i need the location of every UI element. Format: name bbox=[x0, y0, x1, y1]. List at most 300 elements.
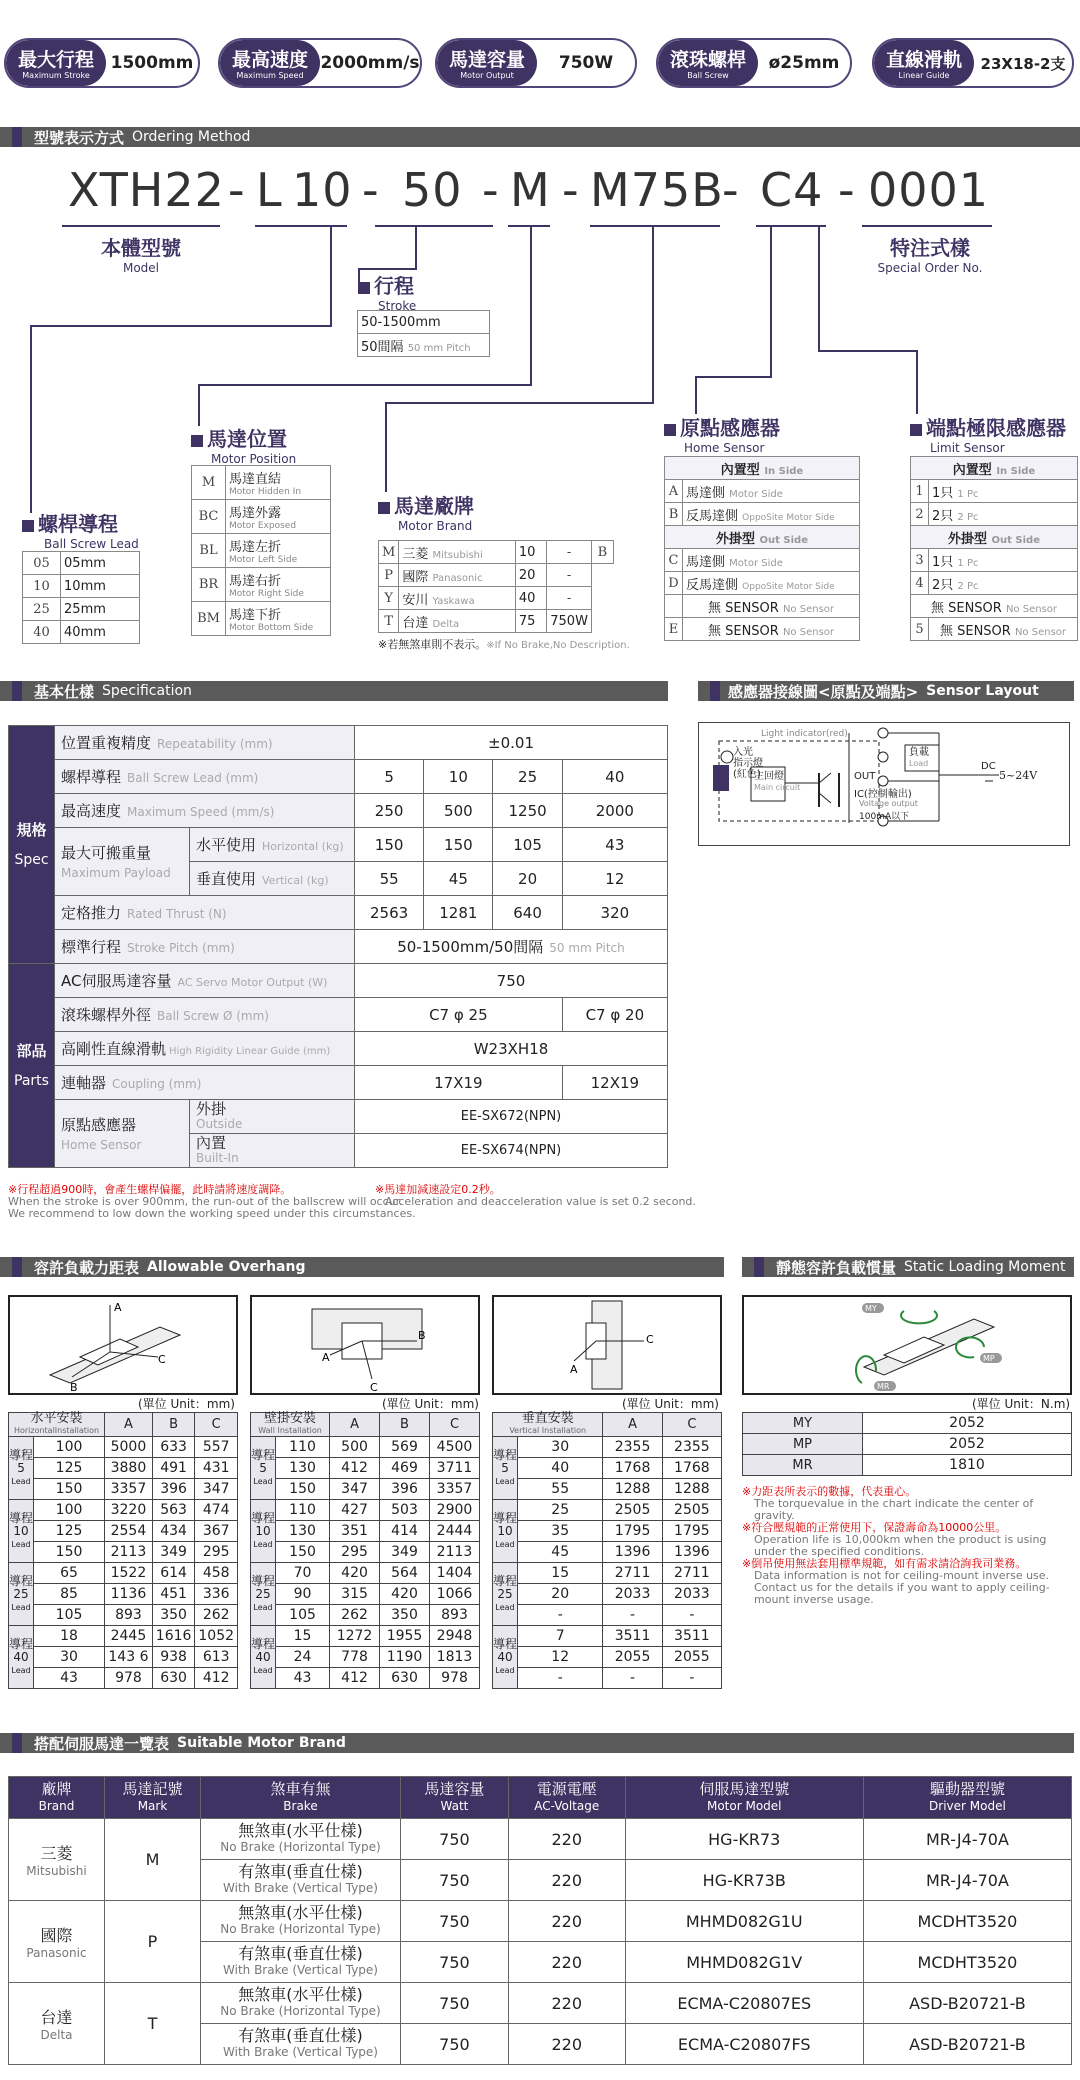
home-sensor-table: 內置型 In Side A 馬達側 Motor Side B 反馬達側 OppoSite Motor Side 外掛型 Out Side C 馬達側 Motor Side D 反馬達側 OppoSite Motor Side 無 SENSOR No Sensor E 無 SENSOR No Sensor bbox=[664, 456, 860, 641]
table-cell: 1795 bbox=[603, 1521, 662, 1542]
table-cell: 5000 bbox=[105, 1437, 153, 1458]
table-cell: 220 bbox=[508, 1901, 625, 1942]
table-row bbox=[251, 1500, 480, 1521]
code-special: 0001 bbox=[868, 163, 990, 217]
table-cell: 2444 bbox=[430, 1521, 480, 1542]
table-row bbox=[493, 1584, 722, 1605]
table-cell: - bbox=[662, 1668, 721, 1689]
table-cell: 1795 bbox=[662, 1521, 721, 1542]
table-cell: 1813 bbox=[430, 1647, 480, 1668]
table-row bbox=[493, 1437, 722, 1458]
table-cell: 143 6 bbox=[105, 1647, 153, 1668]
lead-cell: 導程 5 Lead bbox=[251, 1437, 276, 1500]
ic-label: IC(控制輸出) bbox=[854, 789, 912, 800]
table-cell: 613 bbox=[195, 1647, 238, 1668]
table-row bbox=[251, 1605, 480, 1626]
table-cell: 20 bbox=[518, 1584, 603, 1605]
table-cell: 2711 bbox=[662, 1563, 721, 1584]
table-cell: 90 bbox=[276, 1584, 330, 1605]
table-cell: MR-J4-70A bbox=[863, 1860, 1071, 1901]
brand-cell: 三菱 Mitsubishi bbox=[9, 1819, 105, 1901]
table-cell: 2055 bbox=[662, 1647, 721, 1668]
horizontal-install-diagram bbox=[8, 1295, 238, 1395]
table-cell: 367 bbox=[195, 1521, 238, 1542]
moment-table: MY 2052 MP 2052 MR 1810 bbox=[742, 1412, 1072, 1476]
position-title: 馬達位置 Motor Position bbox=[191, 423, 296, 466]
ordering-method-header: 型號表示方式 Ordering Method bbox=[0, 127, 1080, 147]
voltage-output-label: Voltage output bbox=[859, 799, 918, 808]
table-cell: 2445 bbox=[105, 1626, 153, 1647]
table-cell: 220 bbox=[508, 1819, 625, 1860]
table-cell: 1190 bbox=[380, 1647, 430, 1668]
vertical-install-diagram bbox=[492, 1295, 722, 1395]
light-indicator-label: Light indicator(red) bbox=[761, 729, 848, 739]
brand-title: 馬達廠牌 Motor Brand bbox=[378, 490, 474, 533]
table-cell: 12 bbox=[518, 1647, 603, 1668]
moment-notes: ※力距表所表示的數據，代表重心。 The torquevalue in the chart indicate the center of gravity. ※符合壓規範的正常使用下，保證壽命為10000公里。 Operation life is 10,000km when the product is using under the specified conditions. ※倒吊使用無法套用標準規範，如有需求請洽詢我司業務。 Data information is not for ceiling-mount inverse use. Contact us for the details if you want to apply ceiling-mount inverse usage. bbox=[742, 1485, 1050, 1606]
vertical-overhang-table bbox=[492, 1412, 722, 1689]
table-cell: 420 bbox=[330, 1563, 380, 1584]
table-cell: 412 bbox=[330, 1458, 380, 1479]
table-cell: 1288 bbox=[662, 1479, 721, 1500]
table-row bbox=[9, 1563, 238, 1584]
svg-text:MP: MP bbox=[983, 1354, 995, 1363]
sensor-layout-header: 感應器接線圖<原點及端點> Sensor Layout bbox=[698, 681, 1074, 701]
table-cell: 110 bbox=[276, 1500, 330, 1521]
table-cell: 105 bbox=[276, 1605, 330, 1626]
main-circuit-label: 主回燈 Main circuit bbox=[754, 771, 801, 792]
table-cell: 130 bbox=[276, 1521, 330, 1542]
horizontal-overhang-table bbox=[8, 1412, 238, 1689]
table-cell: 1288 bbox=[603, 1479, 662, 1500]
code-dash: - bbox=[482, 163, 500, 217]
lead-cell: 導程 10 Lead bbox=[251, 1500, 276, 1563]
table-cell: 150 bbox=[34, 1479, 105, 1500]
badge-ball-screw: 滾珠螺桿 Ball Screw ø25mm bbox=[656, 38, 852, 88]
table-row bbox=[251, 1521, 480, 1542]
svg-text:C: C bbox=[646, 1333, 654, 1346]
table-cell: 893 bbox=[105, 1605, 153, 1626]
dc-label: DC bbox=[981, 761, 996, 772]
table-cell: 220 bbox=[508, 1860, 625, 1901]
table-cell: 347 bbox=[330, 1479, 380, 1500]
table-cell: MR-J4-70A bbox=[863, 1819, 1071, 1860]
table-row bbox=[9, 1626, 238, 1647]
table-cell: - bbox=[603, 1668, 662, 1689]
table-cell: 350 bbox=[380, 1605, 430, 1626]
spec-table: 規格 Spec 位置重複精度 Repeatability (mm) ±0.01 螺桿導程 Ball Screw Lead (mm) 5 10 25 40 最高速度 Maximum Speed (mm/s) 250 500 1250 2000 最大可搬重量 Maximum Payload 水平使用 Horizontal (kg) 150 150 105 43 垂直使用 Vertical (kg) 55 45 20 12 定格推力 Rated Thrust (N) 2563 1281 640 320 標準行程 Stroke Pitch (mm) 50-1500mm/50間隔 50 mm Pitch 部品 Parts AC伺服馬達容量 AC Servo Motor Output (W) 750 滾珠螺桿外徑 Ball Screw Ø (mm) C7 φ 25 C7 φ 20 高剛性直線滑軌 High Rigidity Linear Guide (mm) W23XH18 連軸器 Coupling (mm) 17X19 12X19 原點感應器 Home Sensor 外掛 Outside EE-SX672(NPN) 內置 Built-In EE-SX674(NPN) bbox=[8, 725, 668, 1168]
badge-motor-output: 馬達容量 Motor Output 750W bbox=[435, 38, 637, 88]
lead-cell: 導程 40 Lead bbox=[251, 1626, 276, 1689]
table-cell: 451 bbox=[152, 1584, 195, 1605]
table-cell: 563 bbox=[152, 1500, 195, 1521]
table-cell: 3511 bbox=[662, 1626, 721, 1647]
install-type-header: 垂直安裝 Vertical Installation bbox=[493, 1413, 603, 1437]
table-row bbox=[493, 1626, 722, 1647]
table-cell: 15 bbox=[276, 1626, 330, 1647]
table-cell: 938 bbox=[152, 1647, 195, 1668]
table-row bbox=[9, 1647, 238, 1668]
table-cell: 125 bbox=[34, 1458, 105, 1479]
table-cell: 778 bbox=[330, 1647, 380, 1668]
column-header: A bbox=[105, 1413, 153, 1437]
table-cell: 30 bbox=[518, 1437, 603, 1458]
code-dash: - bbox=[362, 163, 380, 217]
column-header: A bbox=[603, 1413, 662, 1437]
svg-text:A: A bbox=[570, 1363, 578, 1376]
table-cell: 43 bbox=[276, 1668, 330, 1689]
column-header: 廠牌 Brand bbox=[9, 1777, 105, 1819]
table-cell: 412 bbox=[330, 1668, 380, 1689]
table-cell: 85 bbox=[34, 1584, 105, 1605]
table-cell: 503 bbox=[380, 1500, 430, 1521]
table-cell: 295 bbox=[330, 1542, 380, 1563]
table-cell: 2033 bbox=[662, 1584, 721, 1605]
table-cell: 349 bbox=[380, 1542, 430, 1563]
current-label: 100mA以下 bbox=[859, 812, 910, 822]
table-cell: 7 bbox=[518, 1626, 603, 1647]
table-cell: 35 bbox=[518, 1521, 603, 1542]
moment-unit: (單位 Unit：N.m) bbox=[972, 1397, 1071, 1411]
table-row bbox=[251, 1479, 480, 1500]
table-cell: 427 bbox=[330, 1500, 380, 1521]
svg-text:C: C bbox=[158, 1353, 166, 1366]
table-cell: MHMD082G1V bbox=[625, 1942, 863, 1983]
table-cell: 4500 bbox=[430, 1437, 480, 1458]
table-cell: 2505 bbox=[603, 1500, 662, 1521]
position-table: M 馬達直結 Motor Hidden In BC 馬達外露 Motor Exposed BL 馬達左折 Motor Left Side BR 馬達右折 Motor Right Side BM 馬達下折 Motor Bottom Side bbox=[191, 465, 331, 636]
table-cell: ASD-B20721-B bbox=[863, 1983, 1071, 2024]
overhang-header: 容許負載力距表 Allowable Overhang bbox=[0, 1257, 724, 1277]
moment-diagram bbox=[742, 1295, 1072, 1395]
table-cell: 500 bbox=[330, 1437, 380, 1458]
table-row bbox=[251, 1458, 480, 1479]
table-cell: 40 bbox=[518, 1458, 603, 1479]
column-header: 馬達容量 Watt bbox=[401, 1777, 509, 1819]
table-cell: 469 bbox=[380, 1458, 430, 1479]
table-cell: 150 bbox=[276, 1479, 330, 1500]
table-cell: 18 bbox=[34, 1626, 105, 1647]
table-cell: 1136 bbox=[105, 1584, 153, 1605]
table-row bbox=[9, 1458, 238, 1479]
table-cell: ECMA-C20807FS bbox=[625, 2024, 863, 2065]
table-cell: 3880 bbox=[105, 1458, 153, 1479]
brake-cell: 無煞車(水平仕樣) No Brake (Horizontal Type) bbox=[201, 1901, 401, 1942]
table-row bbox=[9, 1437, 238, 1458]
brand-note: ※若無煞車則不表示。※If No Brake,No Description. bbox=[378, 638, 630, 651]
column-header: A bbox=[330, 1413, 380, 1437]
table-cell: 3357 bbox=[430, 1479, 480, 1500]
lead-cell: 導程 25 Lead bbox=[493, 1563, 518, 1626]
table-cell: 150 bbox=[276, 1542, 330, 1563]
svg-text:MY: MY bbox=[865, 1304, 877, 1313]
lead-cell: 導程 5 Lead bbox=[493, 1437, 518, 1500]
svg-text:A: A bbox=[322, 1351, 330, 1364]
table-row bbox=[493, 1458, 722, 1479]
table-cell: 262 bbox=[330, 1605, 380, 1626]
model-label: 本體型號 Model bbox=[101, 236, 181, 275]
table-cell: 412 bbox=[195, 1668, 238, 1689]
code-dash: - bbox=[722, 163, 740, 217]
table-cell: 434 bbox=[152, 1521, 195, 1542]
table-cell: 396 bbox=[152, 1479, 195, 1500]
table-cell: 349 bbox=[152, 1542, 195, 1563]
column-header: C bbox=[430, 1413, 480, 1437]
table-cell: MHMD082G1U bbox=[625, 1901, 863, 1942]
table-cell: 614 bbox=[152, 1563, 195, 1584]
spec-side-label: 規格 Spec bbox=[9, 726, 55, 964]
table-cell: 2055 bbox=[603, 1647, 662, 1668]
table-cell: 1396 bbox=[662, 1542, 721, 1563]
table-cell: 25 bbox=[518, 1500, 603, 1521]
column-header: C bbox=[662, 1413, 721, 1437]
table-row bbox=[9, 1584, 238, 1605]
special-label: 特注式樣 Special Order No. bbox=[877, 236, 983, 275]
moment-header: 靜態容許負載慣量 Static Loading Moment bbox=[742, 1257, 1074, 1277]
code-dash: - bbox=[838, 163, 856, 217]
spec-note-1: ※行程超過900時，會產生螺桿偏擺，此時請將速度調降。 When the stroke is over 900mm, the run-out of the ballscrew will occur. We recommend to low down the working speed under this circumstances. bbox=[8, 1183, 416, 1220]
table-cell: HG-KR73B bbox=[625, 1860, 863, 1901]
table-cell: - bbox=[603, 1605, 662, 1626]
brake-cell: 有煞車(垂直仕樣) With Brake (Vertical Type) bbox=[201, 2024, 401, 2065]
install-type-header: 水平安裝 HorizontalInstallation bbox=[9, 1413, 105, 1437]
column-header: C bbox=[195, 1413, 238, 1437]
table-cell: 45 bbox=[518, 1542, 603, 1563]
code-position: M bbox=[510, 163, 551, 217]
table-cell: 1396 bbox=[603, 1542, 662, 1563]
table-cell: 978 bbox=[105, 1668, 153, 1689]
code-dash: - bbox=[562, 163, 580, 217]
table-cell: 110 bbox=[276, 1437, 330, 1458]
table-cell: 2711 bbox=[603, 1563, 662, 1584]
table-cell: 15 bbox=[518, 1563, 603, 1584]
table-cell: MCDHT3520 bbox=[863, 1942, 1071, 1983]
column-header: B bbox=[152, 1413, 195, 1437]
badge-max-stroke: 最大行程 Maximum Stroke 1500mm bbox=[4, 38, 200, 88]
table-row bbox=[251, 1584, 480, 1605]
table-cell: 633 bbox=[152, 1437, 195, 1458]
table-cell: 43 bbox=[34, 1668, 105, 1689]
table-cell: 1272 bbox=[330, 1626, 380, 1647]
table-row bbox=[493, 1563, 722, 1584]
table-row bbox=[251, 1437, 480, 1458]
table-cell: 1955 bbox=[380, 1626, 430, 1647]
table-cell: 2554 bbox=[105, 1521, 153, 1542]
table-cell: 2113 bbox=[430, 1542, 480, 1563]
table-cell: MCDHT3520 bbox=[863, 1901, 1071, 1942]
lead-cell: 導程 10 Lead bbox=[493, 1500, 518, 1563]
table-cell: 569 bbox=[380, 1437, 430, 1458]
table-row bbox=[493, 1647, 722, 1668]
table-cell: 295 bbox=[195, 1542, 238, 1563]
table-row bbox=[9, 1500, 238, 1521]
install-type-header: 壁掛安裝 Wall Installation bbox=[251, 1413, 330, 1437]
table-cell: 105 bbox=[34, 1605, 105, 1626]
table-cell: 750 bbox=[401, 1860, 509, 1901]
table-cell: 396 bbox=[380, 1479, 430, 1500]
table-cell: 474 bbox=[195, 1500, 238, 1521]
table-cell: 2948 bbox=[430, 1626, 480, 1647]
table-cell: 150 bbox=[34, 1542, 105, 1563]
badge-max-speed: 最高速度 Maximum Speed 2000mm/s bbox=[218, 38, 422, 88]
table-cell: 351 bbox=[330, 1521, 380, 1542]
overhang-unit-2: (單位 Unit：mm) bbox=[382, 1397, 479, 1411]
table-cell: 1404 bbox=[430, 1563, 480, 1584]
svg-text:MR: MR bbox=[877, 1382, 890, 1391]
code-lead: 10 bbox=[292, 163, 353, 217]
table-cell: 350 bbox=[152, 1605, 195, 1626]
code-stroke: 50 bbox=[402, 163, 463, 217]
table-cell: 125 bbox=[34, 1521, 105, 1542]
table-row bbox=[493, 1542, 722, 1563]
table-cell: 315 bbox=[330, 1584, 380, 1605]
table-row bbox=[9, 1983, 1072, 2024]
brake-cell: 有煞車(垂直仕樣) With Brake (Vertical Type) bbox=[201, 1860, 401, 1901]
wall-overhang-table bbox=[250, 1412, 480, 1689]
lead-cell: 導程 5 Lead bbox=[9, 1437, 34, 1500]
table-cell: 1768 bbox=[603, 1458, 662, 1479]
table-cell: 431 bbox=[195, 1458, 238, 1479]
badge-linear-guide: 直線滑軌 Linear Guide 23X18-2支 bbox=[872, 38, 1074, 88]
table-row bbox=[493, 1605, 722, 1626]
column-header: 伺服馬達型號 Motor Model bbox=[625, 1777, 863, 1819]
stroke-title: 行程 Stroke bbox=[358, 270, 416, 313]
column-header: 驅動器型號 Driver Model bbox=[863, 1777, 1071, 1819]
table-cell: 630 bbox=[380, 1668, 430, 1689]
lead-cell: 導程 40 Lead bbox=[9, 1626, 34, 1689]
table-cell: 2505 bbox=[662, 1500, 721, 1521]
brake-cell: 無煞車(水平仕樣) No Brake (Horizontal Type) bbox=[201, 1819, 401, 1860]
lead-cell: 導程 10 Lead bbox=[9, 1500, 34, 1563]
table-row bbox=[251, 1563, 480, 1584]
mark-cell: M bbox=[105, 1819, 201, 1901]
table-row bbox=[9, 1901, 1072, 1942]
parts-side-label: 部品 Parts bbox=[9, 964, 55, 1168]
table-cell: 3357 bbox=[105, 1479, 153, 1500]
table-cell: 2113 bbox=[105, 1542, 153, 1563]
code-brand: M75B bbox=[590, 163, 724, 217]
table-cell: 24 bbox=[276, 1647, 330, 1668]
code-sensor: C4 bbox=[760, 163, 824, 217]
limit-sensor-table: 內置型 In Side 1 1只 1 Pc 2 2只 2 Pc 外掛型 Out Side 3 1只 1 Pc 4 2只 2 Pc 無 SENSOR No Sensor 5 無 SENSOR No Sensor bbox=[910, 456, 1078, 641]
table-cell: 3711 bbox=[430, 1458, 480, 1479]
table-row bbox=[251, 1626, 480, 1647]
table-cell: 2355 bbox=[603, 1437, 662, 1458]
table-cell: ECMA-C20807ES bbox=[625, 1983, 863, 2024]
overhang-unit-1: (單位 Unit：mm) bbox=[138, 1397, 235, 1411]
table-cell: 130 bbox=[276, 1458, 330, 1479]
lead-cell: 導程 25 Lead bbox=[9, 1563, 34, 1626]
table-cell: 750 bbox=[401, 1942, 509, 1983]
brake-cell: 有煞車(垂直仕樣) With Brake (Vertical Type) bbox=[201, 1942, 401, 1983]
table-row bbox=[9, 1479, 238, 1500]
table-cell: 564 bbox=[380, 1563, 430, 1584]
table-cell: 3511 bbox=[603, 1626, 662, 1647]
table-cell: 220 bbox=[508, 2024, 625, 2065]
brand-cell: 台達 Delta bbox=[9, 1983, 105, 2065]
table-cell: 30 bbox=[34, 1647, 105, 1668]
table-cell: 3220 bbox=[105, 1500, 153, 1521]
lead-cell: 導程 25 Lead bbox=[251, 1563, 276, 1626]
table-cell: 750 bbox=[401, 1983, 509, 2024]
table-cell: 65 bbox=[34, 1563, 105, 1584]
table-row bbox=[9, 1668, 238, 1689]
table-cell: ASD-B20721-B bbox=[863, 2024, 1071, 2065]
table-row bbox=[251, 1668, 480, 1689]
table-cell: 2355 bbox=[662, 1437, 721, 1458]
table-cell: 750 bbox=[401, 2024, 509, 2065]
brake-cell: 無煞車(水平仕樣) No Brake (Horizontal Type) bbox=[201, 1983, 401, 2024]
table-row bbox=[493, 1521, 722, 1542]
table-cell: 347 bbox=[195, 1479, 238, 1500]
mark-cell: T bbox=[105, 1983, 201, 2065]
table-cell: 1768 bbox=[662, 1458, 721, 1479]
svg-text:B: B bbox=[418, 1329, 426, 1342]
table-cell: 414 bbox=[380, 1521, 430, 1542]
table-cell: 100 bbox=[34, 1500, 105, 1521]
table-cell: 893 bbox=[430, 1605, 480, 1626]
motor-table bbox=[8, 1776, 1072, 2065]
column-header: B bbox=[380, 1413, 430, 1437]
table-cell: 100 bbox=[34, 1437, 105, 1458]
table-cell: 1616 bbox=[152, 1626, 195, 1647]
table-cell: 70 bbox=[276, 1563, 330, 1584]
spec-header: 基本仕樣 Specification bbox=[0, 681, 668, 701]
table-cell: 262 bbox=[195, 1605, 238, 1626]
lead-cell: 導程 40 Lead bbox=[493, 1626, 518, 1689]
table-row bbox=[9, 1819, 1072, 1860]
table-row bbox=[9, 1521, 238, 1542]
table-cell: 750 bbox=[401, 1819, 509, 1860]
wall-install-diagram bbox=[250, 1295, 480, 1395]
table-cell: 1052 bbox=[195, 1626, 238, 1647]
load-label: 負載 Load bbox=[909, 747, 929, 768]
table-cell: HG-KR73 bbox=[625, 1819, 863, 1860]
lead-table: 05 05mm 10 10mm 25 25mm 40 40mm bbox=[22, 551, 140, 644]
column-header: 電源電壓 AC-Voltage bbox=[508, 1777, 625, 1819]
table-cell: 1522 bbox=[105, 1563, 153, 1584]
overhang-unit-3: (單位 Unit：mm) bbox=[622, 1397, 719, 1411]
table-cell: 55 bbox=[518, 1479, 603, 1500]
light-zh: 入光 指示燈 (紅色) bbox=[733, 747, 763, 780]
table-row bbox=[9, 1542, 238, 1563]
brand-table: M 三菱 Mitsubishi 10 - B P 國際 Panasonic 20 - Y 安川 Yaskawa 40 - T 台達 Delta 75 750W bbox=[378, 540, 614, 633]
voltage-label: 5~24V bbox=[999, 769, 1038, 782]
code-model: XTH22 bbox=[68, 163, 225, 217]
table-row bbox=[251, 1542, 480, 1563]
table-cell: 978 bbox=[430, 1668, 480, 1689]
table-cell: 220 bbox=[508, 1942, 625, 1983]
stroke-table: 50-1500mm 50間隔 50 mm Pitch bbox=[357, 310, 490, 357]
lead-title: 螺桿導程 Ball Screw Lead bbox=[22, 508, 139, 551]
table-row bbox=[251, 1647, 480, 1668]
table-cell: 1066 bbox=[430, 1584, 480, 1605]
table-row bbox=[9, 1605, 238, 1626]
svg-text:A: A bbox=[114, 1301, 122, 1314]
table-cell: 491 bbox=[152, 1458, 195, 1479]
column-header: 馬達記號 Mark bbox=[105, 1777, 201, 1819]
table-cell: 220 bbox=[508, 1983, 625, 2024]
table-cell: 2033 bbox=[603, 1584, 662, 1605]
motor-brand-header: 搭配伺服馬達一覽表 Suitable Motor Brand bbox=[0, 1733, 1074, 1753]
mark-cell: P bbox=[105, 1901, 201, 1983]
out-label: OUT bbox=[854, 771, 876, 782]
svg-text:B: B bbox=[70, 1381, 78, 1393]
table-cell: 458 bbox=[195, 1563, 238, 1584]
spec-note-2: ※馬達加減速設定0.2秒。 Acceleration and deacceleration value is set 0.2 second. bbox=[375, 1183, 696, 1208]
sensor-wiring-diagram bbox=[698, 722, 1070, 846]
table-row bbox=[493, 1479, 722, 1500]
